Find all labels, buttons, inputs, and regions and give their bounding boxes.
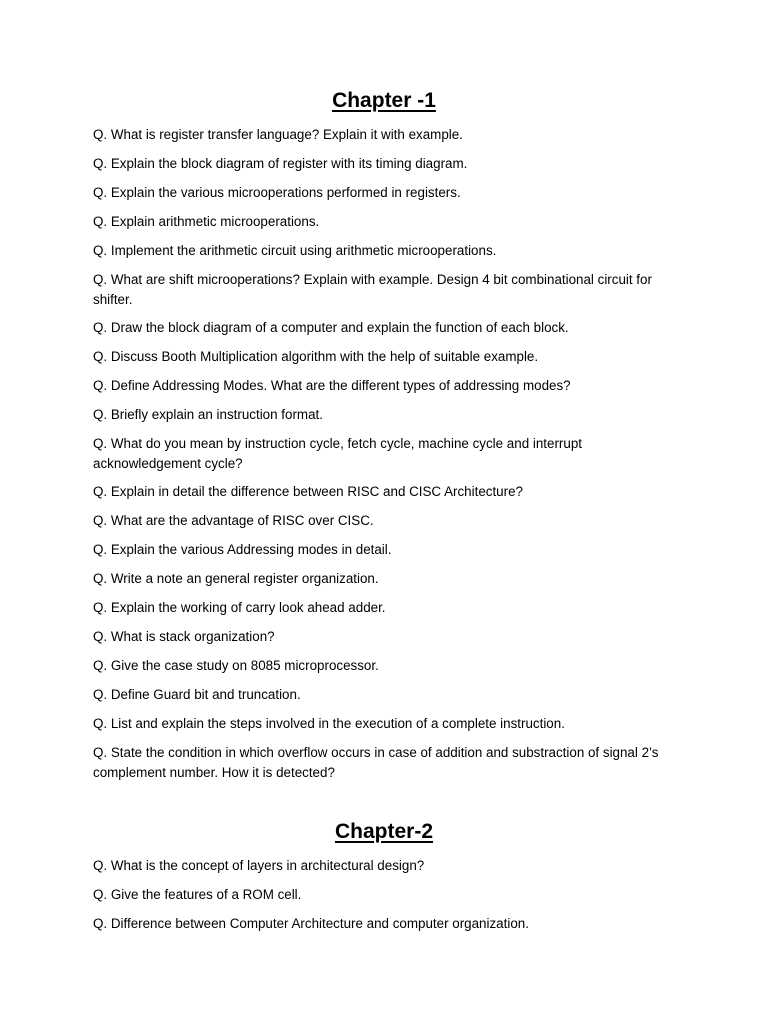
chapter-1-heading <box>0 88 768 114</box>
question-item: Q. Explain the working of carry look ahead adder. <box>93 600 386 615</box>
chapter-2-title: Chapter-2 <box>334 820 434 843</box>
question-item: Q. Difference between Computer Architecture and computer organization. <box>93 916 529 931</box>
question-item: Q. Give the case study on 8085 microprocessor. <box>93 658 379 673</box>
question-item: Q. Explain in detail the difference between RISC and CISC Architecture? <box>93 484 523 499</box>
question-item: Q. What is stack organization? <box>93 629 275 644</box>
question-item: Q. Explain arithmetic microoperations. <box>93 214 320 229</box>
question-item: Q. Explain the block diagram of register with its timing diagram. <box>93 156 468 171</box>
question-item: Q. What are the advantage of RISC over CISC. <box>93 513 374 528</box>
question-item: Q. Discuss Booth Multiplication algorithm with the help of suitable example. <box>93 349 539 364</box>
question-item: Q. Implement the arithmetic circuit using arithmetic microoperations. <box>93 243 497 258</box>
question-item: Q. Write a note an general register organization. <box>93 571 379 586</box>
question-item: Q. Define Addressing Modes. What are the different types of addressing modes? <box>93 378 571 393</box>
chapter-2-heading <box>0 819 768 845</box>
question-item: Q. What do you mean by instruction cycle, fetch cycle, machine cycle and interrupt acknowledgement cycle? <box>93 436 582 471</box>
question-item: Q. Define Guard bit and truncation. <box>93 687 301 702</box>
question-item: Q. Briefly explain an instruction format. <box>93 407 323 422</box>
question-item: Q. What are shift microoperations? Explain with example. Design 4 bit combinational circuit for shifter. <box>93 272 652 307</box>
question-item: Q. Explain the various Addressing modes in detail. <box>93 542 392 557</box>
chapter-1-title: Chapter -1 <box>332 89 436 112</box>
question-item: Q. List and explain the steps involved in the execution of a complete instruction. <box>93 716 565 731</box>
question-item: Q. Explain the various microoperations performed in registers. <box>93 185 461 200</box>
question-item: Q. What is the concept of layers in architectural design? <box>93 858 425 873</box>
question-item: Q. What is register transfer language? Explain it with example. <box>93 127 463 142</box>
question-item: Q. Give the features of a ROM cell. <box>93 887 302 902</box>
question-item: Q. State the condition in which overflow occurs in case of addition and substraction of signal 2’s complement number. How it is detected? <box>93 745 659 780</box>
question-item: Q. Draw the block diagram of a computer and explain the function of each block. <box>93 320 569 335</box>
